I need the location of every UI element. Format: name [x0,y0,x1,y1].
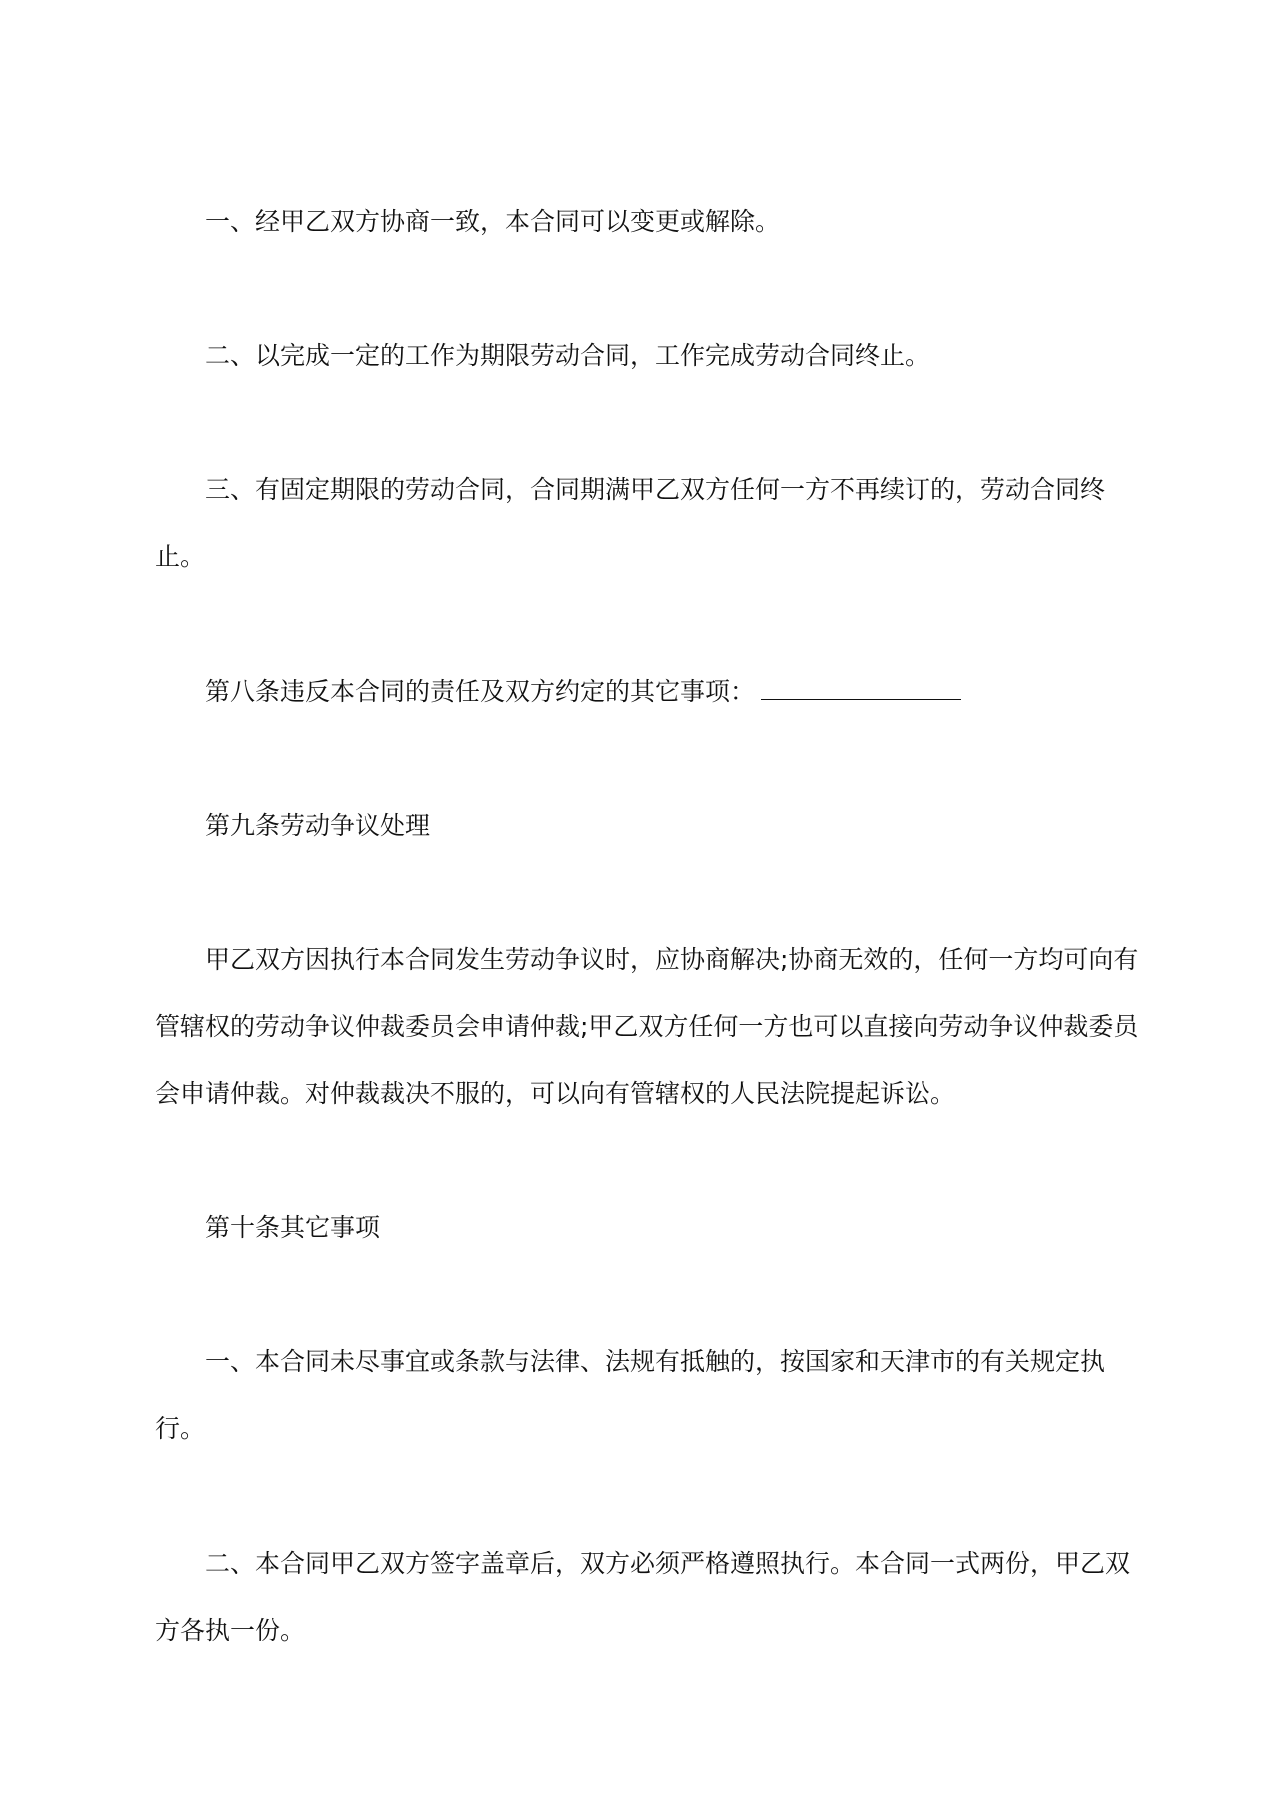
clause-10-item-2: 二、本合同甲乙双方签字盖章后，双方必须严格遵照执行。本合同一式两份，甲乙双方各执一份。 [155,1549,1131,1645]
clause-7-item-3: 三、有固定期限的劳动合同，合同期满甲乙双方任何一方不再续订的，劳动合同终止。 [155,475,1106,571]
clause-7-item-2: 二、以完成一定的工作为期限劳动合同，工作完成劳动合同终止。 [205,341,931,370]
clause-7-item-1: 一、经甲乙双方协商一致，本合同可以变更或解除。 [205,207,781,236]
clause-8-text: 第八条违反本合同的责任及双方约定的其它事项： [205,677,756,706]
clause-9-heading: 第九条劳动争议处理 [205,811,431,840]
clause-10-heading: 第十条其它事项 [205,1213,381,1242]
fill-in-blank-line [761,677,961,700]
clause-10-item-1: 一、本合同未尽事宜或条款与法律、法规有抵触的，按国家和天津市的有关规定执行。 [155,1347,1106,1443]
clause-9-body: 甲乙双方因执行本合同发生劳动争议时，应协商解决;协商无效的，任何一方均可向有管辖权的劳动争议仲裁委员会申请仲裁;甲乙双方任何一方也可以直接向劳动争议仲裁委员会申请仲裁。对仲裁裁决不服的，可以向有管辖权的人民法院提起诉讼。 [155,945,1139,1108]
clause-8-heading [155,658,1140,725]
